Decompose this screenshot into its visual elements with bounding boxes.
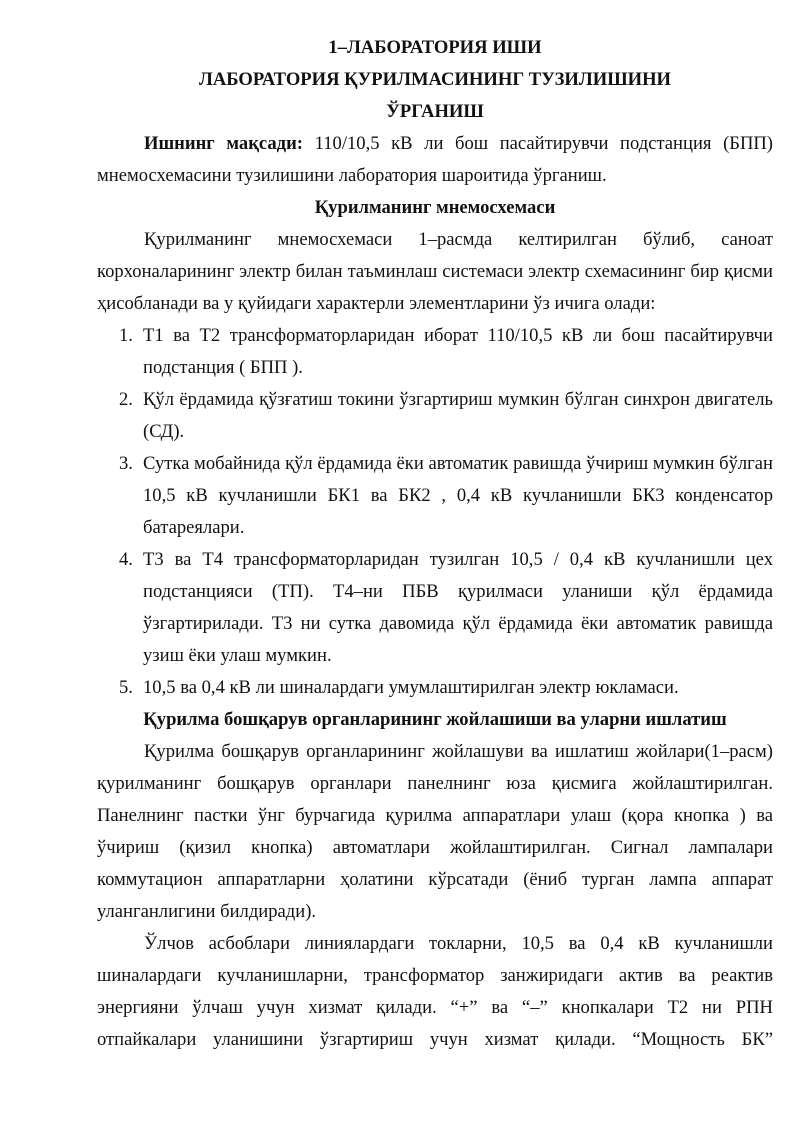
list-item-text: Қўл ёрдамида қўзғатиш токини ўзгартириш мумкин бўлган синхрон двигатель (СД). bbox=[143, 389, 773, 442]
section2-paragraph-2: Ўлчов асбоблари линиялардаги токларни, 10,5 ва 0,4 кВ кучланишли шиналардаги кучланишларни, трансформатор занжиридаги актив ва реактив энергияни ўлчаш учун хизмат қилади. “+” ва “–” кнопкалари Т2 ни РПН отпайкалари уланишини ўзгартириш учун хизмат қилади. “Мощность БК” bbox=[97, 933, 773, 1050]
elements-list bbox=[97, 320, 773, 704]
list-item-number: 3. bbox=[119, 453, 133, 474]
document-title-line-2: ЛАБОРАТОРИЯ ҚУРИЛМАСИНИНГ ТУЗИЛИШИНИ bbox=[198, 69, 671, 90]
section-heading-controls: Қурилма бошқарув органларининг жойлашиши ва уларни ишлатиш bbox=[143, 709, 727, 730]
section-heading-mnemoscheme: Қурилманинг мнемосхемаси bbox=[314, 197, 556, 218]
section2-paragraph-1: Қурилма бошқарув органларининг жойлашуви ва ишлатиш жойлари(1–расм) қурилманинг бошқарув органлари панелнинг юза қисмига жойлаштирилган. Панелнинг пастки ўнг бурчагида қурилма аппаратлари улаш (қора кнопка ) ва ўчириш (қизил кнопка) автоматлари жойлаштирилган. Сигнал лампалари коммутацион аппаратларни ҳолатини кўрсатади (ёниб турган лампа аппарат уланганлигини билдиради). bbox=[97, 741, 773, 922]
document-title-line-3: ЎРГАНИШ bbox=[386, 101, 484, 122]
document-page bbox=[97, 30, 773, 1056]
purpose-text: 110/10,5 кВ ли бош пасайтирувчи подстанция (БПП) мнемосхемасини тузилишини лаборатория шароитида ўрганиш. bbox=[97, 133, 773, 186]
list-item-text: 10,5 ва 0,4 кВ ли шиналардаги умумлаштирилган электр юкламаси. bbox=[143, 677, 679, 698]
purpose-label: Ишнинг мақсади: bbox=[144, 133, 303, 154]
list-item-number: 5. bbox=[119, 677, 133, 698]
list-item bbox=[97, 544, 773, 672]
section1-intro-paragraph: Қурилманинг мнемосхемаси 1–расмда келтирилган бўлиб, саноат корхоналарининг электр билан таъминлаш системаси электр схемасининг бир қисми ҳисобланади ва у қуйидаги характерли элементларини ўз ичига олади: bbox=[97, 229, 773, 314]
list-item bbox=[97, 448, 773, 544]
list-item-number: 4. bbox=[119, 549, 133, 570]
list-item bbox=[97, 384, 773, 448]
list-item bbox=[97, 320, 773, 384]
document-title-line-1: 1–ЛАБОРАТОРИЯ ИШИ bbox=[328, 37, 542, 58]
purpose-paragraph bbox=[97, 128, 773, 192]
list-item-text: Т3 ва Т4 трансформаторларидан тузилган 10,5 / 0,4 кВ кучланишли цех подстанцияси (ТП). Т4–ни ПБВ қурилмаси уланиши қўл ёрдамида ўзгартирилади. Т3 ни сутка давомида қўл ёрдамида ёки автоматик равишда узиш ёки улаш мумкин. bbox=[143, 549, 773, 666]
list-item-text: Сутка мобайнида қўл ёрдамида ёки автоматик равишда ўчириш мумкин бўлган 10,5 кВ кучланишли БК1 ва БК2 , 0,4 кВ кучланишли БК3 конденсатор батареялари. bbox=[143, 453, 773, 538]
list-item-number: 1. bbox=[119, 325, 133, 346]
list-item-text: Т1 ва Т2 трансформаторларидан иборат 110/10,5 кВ ли бош пасайтирувчи подстанция ( БПП ). bbox=[143, 325, 773, 378]
list-item-number: 2. bbox=[119, 389, 133, 410]
list-item bbox=[97, 672, 773, 704]
